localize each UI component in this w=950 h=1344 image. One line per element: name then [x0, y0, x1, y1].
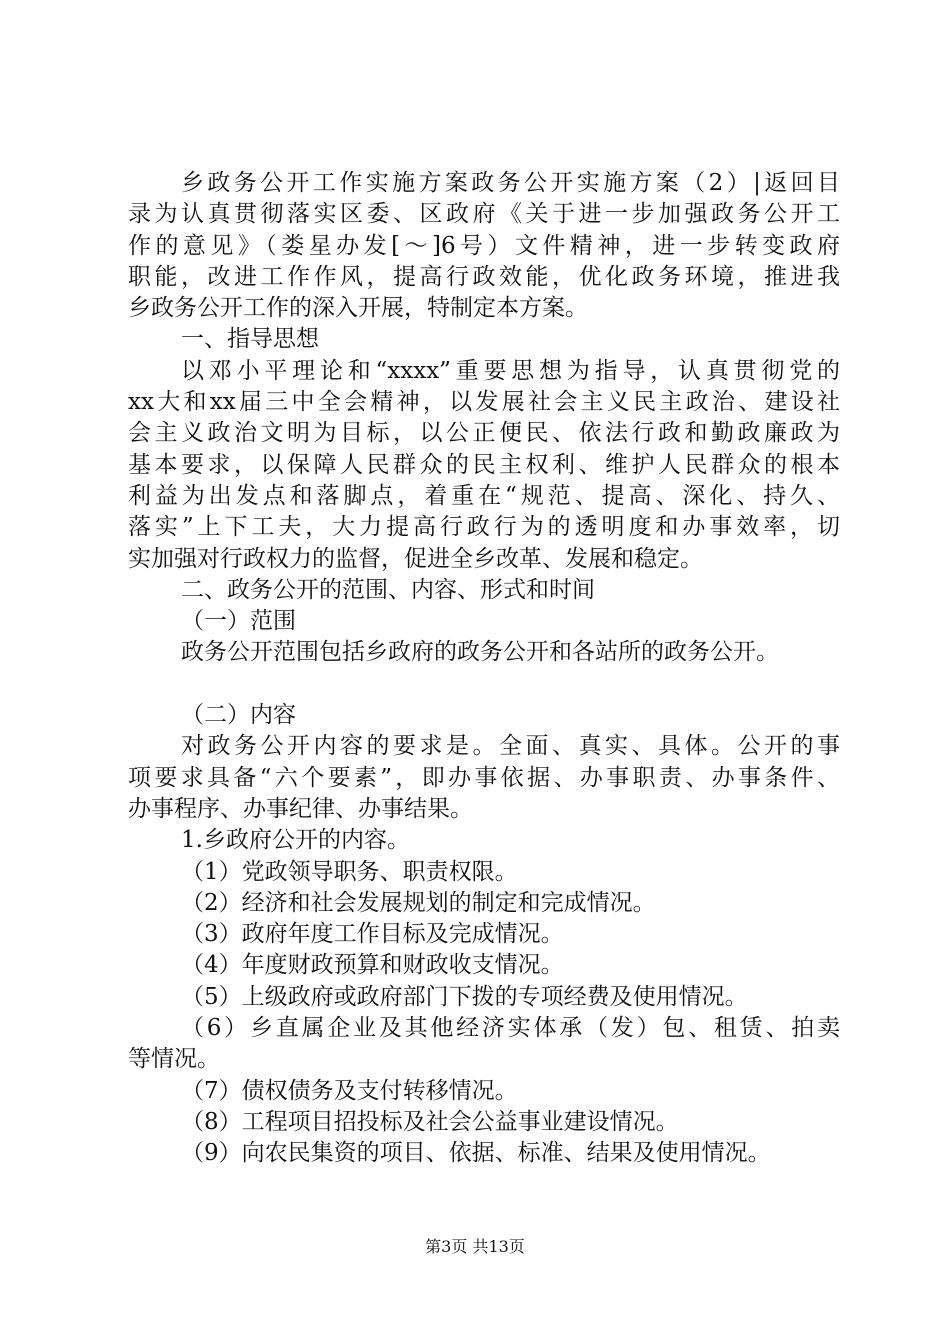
subsection-heading: （一）范围: [181, 608, 296, 635]
text-line: 作的意见》（娄星办发[～]6号）文件精神，进一步转变政府: [128, 232, 840, 259]
text-line: 录为认真贯彻落实区委、区政府《关于进一步加强政务公开工: [128, 201, 840, 228]
list-item: （2）经济和社会发展规划的制定和完成情况。: [181, 889, 656, 916]
page-number: 第3页 共13页: [425, 1237, 525, 1256]
text-line: 会主义政治文明为目标，以公正便民、依法行政和勤政廉政为: [128, 420, 840, 447]
text-line: 办事程序、办事纪律、办事结果。: [128, 795, 473, 822]
text-line: 对政务公开内容的要求是。全面、真实、具体。公开的事: [181, 733, 840, 760]
list-heading: 1.乡政府公开的内容。: [181, 827, 410, 854]
text-line: 项要求具备“六个要素”，即办事依据、办事职责、办事条件、: [128, 764, 840, 791]
list-item: （4）年度财政预算和财政收支情况。: [181, 952, 564, 979]
text-line: xx大和xx届三中全会精神，以发展社会主义民主政治、建设社: [128, 389, 840, 416]
text-line: 乡政务公开工作的深入开展，特制定本方案。: [128, 295, 588, 322]
blank-line: [128, 669, 840, 700]
list-item: （1）党政领导职务、职责权限。: [181, 858, 518, 885]
text-line: 职能，改进工作作风，提高行政效能，优化政务环境，推进我: [128, 263, 840, 290]
subsection-heading: （二）内容: [181, 702, 296, 729]
text-line: 利益为出发点和落脚点，着重在“规范、提高、深化、持久、: [128, 482, 840, 509]
text-line: 政务公开范围包括乡政府的政务公开和各站所的政务公开。: [181, 639, 779, 666]
text-line: 基本要求，以保障人民群众的民主权利、维护人民群众的根本: [128, 451, 840, 478]
list-item: （6）乡直属企业及其他经济实体承（发）包、租赁、拍卖: [181, 1015, 840, 1042]
text-line: 乡政务公开工作实施方案政务公开实施方案（2）|返回目: [181, 170, 840, 196]
list-item: （5）上级政府或政府部门下拨的专项经费及使用情况。: [181, 983, 748, 1010]
list-item: （3）政府年度工作目标及完成情况。: [181, 921, 564, 948]
text-line: 以邓小平理论和“xxxx”重要思想为指导，认真贯彻党的: [181, 357, 840, 384]
section-heading: 二、政务公开的范围、内容、形式和时间: [181, 576, 595, 603]
document-body: [128, 168, 840, 1170]
list-item: （7）债权债务及支付转移情况。: [181, 1077, 518, 1104]
list-item-continuation: 等情况。: [128, 1046, 220, 1073]
list-item: （8）工程项目招投标及社会公益事业建设情况。: [181, 1108, 679, 1135]
text-line: 落实”上下工夫，大力提高行政行为的透明度和办事效率，切: [128, 514, 840, 541]
list-item: （9）向农民集资的项目、依据、标准、结果及使用情况。: [181, 1140, 771, 1167]
text-line: 实加强对行政权力的监督，促进全乡改革、发展和稳定。: [128, 545, 703, 572]
section-heading: 一、指导思想: [181, 326, 319, 353]
